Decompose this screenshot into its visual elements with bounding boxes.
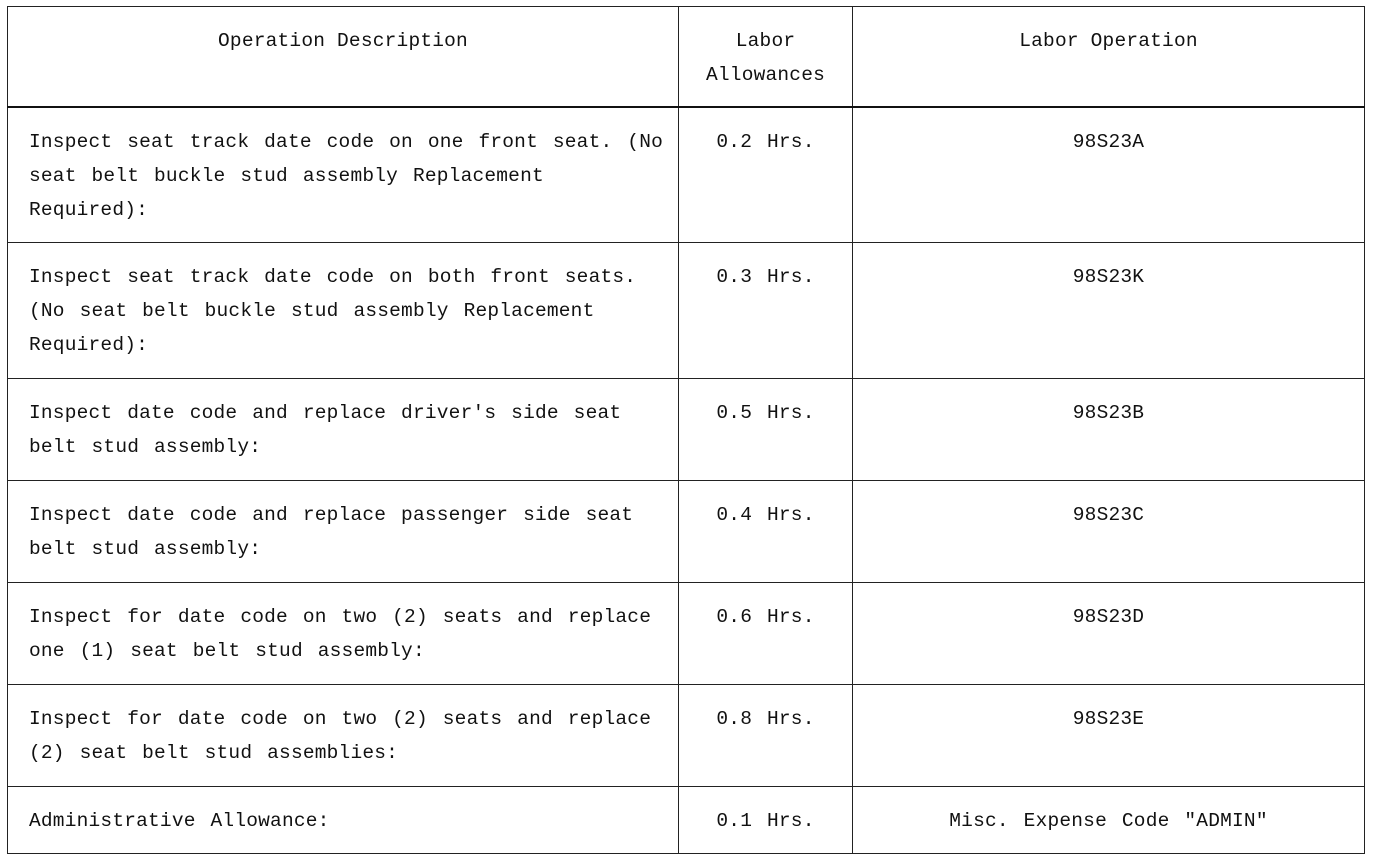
cell-operation-code: 98S23A xyxy=(853,107,1365,243)
cell-description: Inspect date code and replace passenger side seat belt stud assembly: xyxy=(8,481,679,583)
table-row xyxy=(8,787,1365,854)
cell-allowance: 0.3 Hrs. xyxy=(679,243,853,379)
cell-operation-code: 98S23E xyxy=(853,685,1365,787)
cell-operation-code: 98S23B xyxy=(853,379,1365,481)
cell-description: Inspect date code and replace driver's side seat belt stud assembly: xyxy=(8,379,679,481)
table-row xyxy=(8,107,1365,243)
header-labor-operation xyxy=(853,7,1365,107)
cell-description: Inspect for date code on two (2) seats and replace one (1) seat belt stud assembly: xyxy=(8,583,679,685)
cell-description: Inspect seat track date code on one front seat. (No seat belt buckle stud assembly Replacement Required): xyxy=(8,107,679,243)
cell-allowance: 0.5 Hrs. xyxy=(679,379,853,481)
table-row xyxy=(8,685,1365,787)
header-labor-operation-label: Labor Operation xyxy=(1019,30,1198,52)
table-header xyxy=(8,7,1365,107)
cell-allowance: 0.1 Hrs. xyxy=(679,787,853,854)
labor-operations-table-wrapper xyxy=(7,6,1365,854)
cell-description: Administrative Allowance: xyxy=(8,787,679,854)
table-body xyxy=(8,107,1365,854)
header-operation-description xyxy=(8,7,679,107)
header-labor-allowances-line2: Allowances xyxy=(705,64,826,86)
table-row xyxy=(8,583,1365,685)
labor-operations-table xyxy=(7,6,1365,854)
header-operation-description-label: Operation Description xyxy=(218,30,468,52)
cell-allowance: 0.8 Hrs. xyxy=(679,685,853,787)
cell-allowance: 0.6 Hrs. xyxy=(679,583,853,685)
cell-allowance: 0.4 Hrs. xyxy=(679,481,853,583)
header-labor-allowances-line1: Labor xyxy=(735,30,796,52)
header-labor-allowances xyxy=(679,7,853,107)
table-row xyxy=(8,379,1365,481)
table-row xyxy=(8,243,1365,379)
cell-allowance: 0.2 Hrs. xyxy=(679,107,853,243)
cell-operation-code: 98S23K xyxy=(853,243,1365,379)
header-row xyxy=(8,7,1365,107)
table-row xyxy=(8,481,1365,583)
cell-description: Inspect for date code on two (2) seats and replace (2) seat belt stud assemblies: xyxy=(8,685,679,787)
cell-operation-code: Misc. Expense Code "ADMIN" xyxy=(853,787,1365,854)
cell-description: Inspect seat track date code on both front seats. (No seat belt buckle stud assembly Replacement Required): xyxy=(8,243,679,379)
cell-operation-code: 98S23D xyxy=(853,583,1365,685)
cell-operation-code: 98S23C xyxy=(853,481,1365,583)
